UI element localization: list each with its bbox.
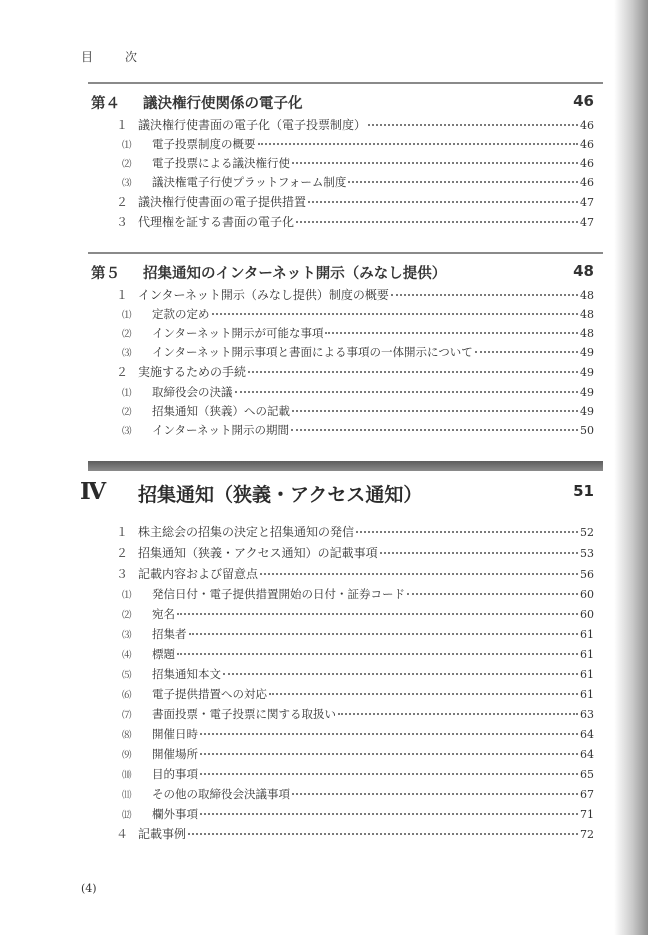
dot-leader bbox=[177, 612, 578, 615]
dot-leader bbox=[296, 220, 578, 223]
toc-entry[interactable] bbox=[122, 687, 594, 703]
entry-page: 64 bbox=[580, 728, 594, 741]
toc-entry[interactable] bbox=[122, 587, 594, 603]
entry-number: ⑵ bbox=[122, 329, 132, 340]
toc-entry[interactable] bbox=[116, 195, 594, 210]
entry-number: ⑴ bbox=[122, 590, 132, 601]
entry-number: ⑴ bbox=[122, 310, 132, 321]
entry-page: 48 bbox=[580, 289, 594, 302]
entry-page: 56 bbox=[580, 568, 594, 581]
section-number: 第４ bbox=[91, 96, 120, 112]
entry-number: ⑹ bbox=[122, 690, 132, 701]
dot-leader bbox=[292, 161, 578, 164]
section-heading[interactable] bbox=[91, 262, 594, 284]
dot-leader bbox=[391, 293, 578, 296]
entry-number: ４ bbox=[116, 827, 129, 841]
entry-page: 47 bbox=[580, 196, 594, 209]
entry-number: ⑵ bbox=[122, 407, 132, 418]
entry-number: ⑾ bbox=[122, 790, 132, 801]
entry-title: 開催日時 bbox=[152, 727, 198, 741]
dot-leader bbox=[338, 712, 578, 715]
entry-number: ⑶ bbox=[122, 178, 132, 189]
entry-number: ⑷ bbox=[122, 650, 132, 661]
running-head: 目 次 bbox=[81, 50, 148, 64]
toc-entry[interactable] bbox=[122, 807, 594, 823]
dot-leader bbox=[308, 200, 578, 203]
entry-number: ３ bbox=[116, 215, 129, 229]
entry-number: ⑵ bbox=[122, 610, 132, 621]
toc-entry[interactable] bbox=[116, 365, 594, 380]
section-number: 第５ bbox=[91, 266, 120, 282]
dot-leader bbox=[200, 812, 578, 815]
toc-entry[interactable] bbox=[122, 647, 594, 663]
dot-leader bbox=[200, 752, 578, 755]
entry-title: 電子提供措置への対応 bbox=[152, 687, 267, 701]
dot-leader bbox=[380, 551, 578, 554]
entry-number: １ bbox=[116, 288, 129, 302]
entry-number: ⑶ bbox=[122, 630, 132, 641]
toc-entry[interactable] bbox=[122, 175, 594, 191]
entry-title: 標題 bbox=[152, 647, 175, 661]
entry-page: 46 bbox=[580, 119, 594, 132]
dot-leader bbox=[200, 772, 578, 775]
page-folio: (4) bbox=[81, 882, 97, 895]
entry-page: 64 bbox=[580, 748, 594, 761]
entry-page: 67 bbox=[580, 788, 594, 801]
entry-title: 目的事項 bbox=[152, 767, 198, 781]
entry-page: 46 bbox=[580, 138, 594, 151]
toc-entry[interactable] bbox=[122, 137, 594, 153]
part-title: 招集通知（狭義・アクセス通知） bbox=[138, 484, 423, 506]
entry-page: 71 bbox=[580, 808, 594, 821]
dot-leader bbox=[248, 370, 578, 373]
entry-number: ⑺ bbox=[122, 710, 132, 721]
entry-number: ⑶ bbox=[122, 426, 132, 437]
entry-number: ⑴ bbox=[122, 140, 132, 151]
dot-leader bbox=[292, 792, 578, 795]
toc-entry[interactable] bbox=[122, 385, 594, 401]
dot-leader bbox=[368, 123, 578, 126]
entry-page: 63 bbox=[580, 708, 594, 721]
entry-title: インターネット開示の期間 bbox=[152, 423, 289, 437]
toc-entry[interactable] bbox=[122, 787, 594, 803]
entry-page: 52 bbox=[580, 526, 594, 539]
entry-page: 48 bbox=[580, 308, 594, 321]
toc-entry[interactable] bbox=[116, 288, 594, 303]
toc-entry[interactable] bbox=[122, 727, 594, 743]
toc-entry[interactable] bbox=[116, 118, 594, 133]
dot-leader bbox=[292, 409, 578, 412]
dot-leader bbox=[407, 592, 578, 595]
toc-entry[interactable] bbox=[116, 546, 594, 561]
entry-title: 電子投票制度の概要 bbox=[152, 137, 256, 151]
toc-entry[interactable] bbox=[116, 525, 594, 540]
section-title: 招集通知のインターネット開示（みなし提供） bbox=[143, 266, 447, 282]
dot-leader bbox=[235, 390, 579, 393]
entry-title: その他の取締役会決議事項 bbox=[152, 787, 290, 801]
entry-page: 47 bbox=[580, 216, 594, 229]
entry-number: ⑴ bbox=[122, 388, 132, 399]
section-rule bbox=[88, 252, 603, 254]
entry-title: 発信日付・電子提供措置開始の日付・証券コード bbox=[152, 587, 405, 601]
toc-entry[interactable] bbox=[116, 215, 594, 230]
entry-number: ２ bbox=[116, 365, 129, 379]
part-heading[interactable] bbox=[80, 478, 594, 510]
entry-page: 49 bbox=[580, 346, 594, 359]
toc-entry[interactable] bbox=[122, 326, 594, 342]
entry-title: 招集通知（狭義）への記載 bbox=[152, 404, 290, 418]
toc-entry[interactable] bbox=[122, 707, 594, 723]
entry-page: 46 bbox=[580, 157, 594, 170]
entry-number: ⑿ bbox=[122, 810, 132, 821]
page-edge-shadow bbox=[614, 0, 648, 935]
entry-title: 代理権を証する書面の電子化 bbox=[138, 215, 295, 229]
entry-title: インターネット開示（みなし提供）制度の概要 bbox=[138, 288, 389, 302]
entry-number: １ bbox=[116, 525, 129, 539]
part-rule-bar bbox=[88, 461, 603, 471]
toc-entry[interactable] bbox=[122, 747, 594, 763]
entry-title: 取締役会の決議 bbox=[152, 385, 233, 399]
dot-leader bbox=[212, 312, 579, 315]
entry-page: 53 bbox=[580, 547, 594, 560]
part-number: Ⅳ bbox=[80, 478, 107, 505]
toc-entry[interactable] bbox=[122, 667, 594, 683]
entry-page: 61 bbox=[580, 648, 594, 661]
entry-number: ⑻ bbox=[122, 730, 132, 741]
entry-page: 49 bbox=[580, 366, 594, 379]
entry-title: 議決権行使書面の電子提供措置 bbox=[138, 195, 307, 209]
entry-page: 61 bbox=[580, 668, 594, 681]
entry-number: ⑵ bbox=[122, 159, 132, 170]
dot-leader bbox=[223, 672, 578, 675]
entry-title: 議決権行使書面の電子化（電子投票制度） bbox=[138, 118, 367, 132]
entry-title: 招集者 bbox=[152, 627, 187, 641]
entry-number: ２ bbox=[116, 546, 129, 560]
entry-page: 60 bbox=[580, 588, 594, 601]
entry-title: 実施するための手続 bbox=[138, 365, 247, 379]
dot-leader bbox=[348, 180, 578, 183]
section-heading[interactable] bbox=[91, 92, 594, 114]
entry-page: 49 bbox=[580, 386, 594, 399]
entry-number: ２ bbox=[116, 195, 129, 209]
toc-entry[interactable] bbox=[122, 607, 594, 623]
toc-entry[interactable] bbox=[122, 404, 594, 420]
dot-leader bbox=[200, 732, 578, 735]
entry-title: 宛名 bbox=[152, 607, 175, 621]
entry-title: 招集通知（狭義・アクセス通知）の記載事項 bbox=[138, 546, 378, 560]
entry-number: １ bbox=[116, 118, 129, 132]
entry-title: インターネット開示が可能な事項 bbox=[152, 326, 324, 340]
dot-leader bbox=[189, 632, 579, 635]
entry-number: ⑼ bbox=[122, 750, 132, 761]
entry-title: 電子投票による議決権行使 bbox=[152, 156, 290, 170]
section-page: 48 bbox=[573, 262, 594, 280]
entry-title: 開催場所 bbox=[152, 747, 198, 761]
entry-title: 招集通知本文 bbox=[152, 667, 221, 681]
entry-page: 50 bbox=[580, 424, 594, 437]
part-page: 51 bbox=[573, 482, 594, 500]
entry-page: 48 bbox=[580, 327, 594, 340]
dot-leader bbox=[260, 572, 578, 575]
dot-leader bbox=[188, 832, 578, 835]
entry-page: 49 bbox=[580, 405, 594, 418]
section-rule bbox=[88, 82, 603, 84]
entry-number: ⑶ bbox=[122, 348, 132, 359]
entry-number: ３ bbox=[116, 567, 129, 581]
toc-entry[interactable] bbox=[122, 345, 594, 361]
entry-page: 61 bbox=[580, 628, 594, 641]
toc-entry[interactable] bbox=[116, 567, 594, 582]
entry-title: 記載事例 bbox=[138, 827, 187, 841]
dot-leader bbox=[177, 652, 578, 655]
entry-page: 72 bbox=[580, 828, 594, 841]
toc-entry[interactable] bbox=[122, 767, 594, 783]
section-title: 議決権行使関係の電子化 bbox=[143, 96, 303, 112]
dot-leader bbox=[325, 331, 578, 334]
entry-title: 定款の定め bbox=[152, 307, 210, 321]
toc-entry[interactable] bbox=[122, 423, 594, 439]
entry-page: 65 bbox=[580, 768, 594, 781]
dot-leader bbox=[356, 530, 578, 533]
entry-title: 欄外事項 bbox=[152, 807, 198, 821]
entry-number: ⑽ bbox=[122, 770, 132, 781]
entry-page: 60 bbox=[580, 608, 594, 621]
toc-entry[interactable] bbox=[122, 156, 594, 172]
dot-leader bbox=[269, 692, 578, 695]
dot-leader bbox=[258, 142, 579, 145]
entry-title: 書面投票・電子投票に関する取扱い bbox=[152, 707, 336, 721]
entry-page: 61 bbox=[580, 688, 594, 701]
entry-title: 株主総会の招集の決定と招集通知の発信 bbox=[138, 525, 355, 539]
dot-leader bbox=[291, 428, 578, 431]
dot-leader bbox=[475, 350, 578, 353]
entry-title: 記載内容および留意点 bbox=[138, 567, 259, 581]
toc-entry[interactable] bbox=[122, 627, 594, 643]
entry-title: インターネット開示事項と書面による事項の一体開示について bbox=[152, 345, 473, 359]
toc-entry[interactable] bbox=[116, 827, 594, 842]
entry-title: 議決権電子行使プラットフォーム制度 bbox=[152, 175, 347, 189]
entry-number: ⑸ bbox=[122, 670, 132, 681]
toc-entry[interactable] bbox=[122, 307, 594, 323]
entry-page: 46 bbox=[580, 176, 594, 189]
section-page: 46 bbox=[573, 92, 594, 110]
